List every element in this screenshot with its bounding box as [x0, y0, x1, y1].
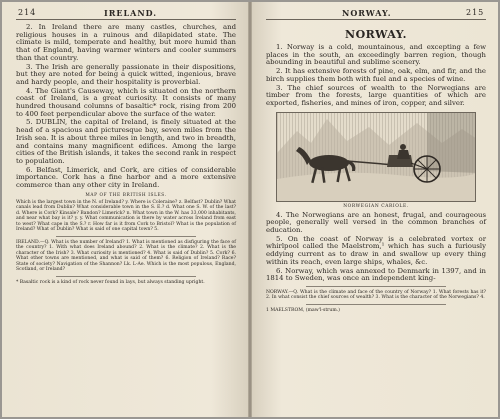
header-rule [266, 19, 486, 20]
page-number: 214 [18, 8, 37, 17]
running-head: IRELAND. [104, 8, 158, 18]
divider [56, 236, 196, 237]
paragraph: 1. Norway is a cold, mountainous, and excepting a few places in the south, an exceedingly barren region, though abounding in beautiful and sublime scenery. [266, 43, 486, 67]
right-page [252, 2, 498, 417]
paragraph: 4. The Norwegians are an honest, frugal, and courageous people, generally well versed in the common branches of education. [266, 210, 486, 235]
running-head: NORWAY. [342, 8, 392, 18]
footnote: 1 MAELSTROM, (maw'l-strum.) [266, 307, 340, 313]
footnote: * Basaltic rock is a kind of rock never found in lays, but always standing upright. [16, 279, 205, 285]
paragraph: 5. On the coast of Norway is a celebrated vortex or whirlpool called the Maelstrom,¹ which has such a furiously eddying current as to draw in and swallow up every thing within its reach, even large ships, whales, &c. [266, 234, 486, 266]
cariole-engraving [276, 112, 476, 202]
map-heading: MAP OF THE BRITISH ISLES. [85, 192, 167, 198]
left-page-body [16, 24, 236, 285]
page-number: 215 [466, 8, 485, 17]
review-questions: NORWAY.—Q. What is the climate and face of the country of Norway? 1. What forests has it? 2. In what consist the chief sources of wealth? 3. What is the character of the Norwegians? 4. [266, 289, 486, 301]
paragraph: 4. The Giant's Causeway, which is situated on the northern coast of Ireland, is a great curiosity. It consists of many hundred thousand columns of basaltic* rock, rising from 200 to 400 feet perpendicular above the surface of the water. [16, 86, 236, 118]
paragraph: 5. DUBLIN, the capital of Ireland, is finely situated at the head of a spacious and picturesque bay, seven miles from the Irish sea. It is about three miles in length, and two in breadth, and contains many magnificent edifices. Among the large cities of the British islands, it takes the second rank in respect to population. [16, 118, 236, 165]
paragraph: 6. Belfast, Limerick, and Cork, are cities of considerable importance. Cork has a fine harbor and a more extensive commerce than any other city in Ireland. [16, 165, 236, 190]
right-page-body [266, 24, 486, 313]
paragraph: 2. It has extensive forests of pine, oak, elm, and fir, and the birch supplies them both with fuel and a species of wine. [266, 67, 486, 83]
cariole-illustration [277, 113, 476, 201]
book-spread [2, 2, 498, 417]
chapter-title: NORWAY. [345, 28, 407, 41]
review-questions: IRELAND.—Q. What is the number of Ireland? 1. What is mentioned as disfiguring the face of the country? 1. With what does Ireland abound? 2. What is the climate? 2. What is the character of the Irish? 3. What curiosity is mentioned? 4. What is said of Dublin? 5. Cork? 6. What other towns are mentioned, and what is said of them? 6. Religion of Ireland? Race? State of society? Navigation of the Shannon? Lk. L-Ae. Which is the most populous, England, Scotland, or Ireland? [16, 239, 236, 273]
map-questions: Which is the largest town in the N. of Ireland? y. Where is Coleraine? z. Belfast? Dublin? What canals lead from Dublin? What considerable town in the S. E.? d. What one S. W. of the last? d. Where is Cork? Kinsale? Bandon? Limerick? n. What town in the W. has 33,000 inhabitants, and near what bay is it? y. y. What communication is there by water across Ireland from east to west? What cape in the S.? r. How far is it from Cork to Bristol? What is the population of Ireland? What of Dublin? What is said of one capital town? 5. [16, 199, 236, 233]
header-rule [16, 19, 236, 20]
divider [306, 304, 446, 305]
paragraph: 3. The Irish are generally passionate in their dispositions, but they are noted for being a quick witted, ingenious, brave and hardy people, and their hospitality is proverbial. [16, 62, 236, 86]
figure-caption: NORWEGIAN CARIOLE. [343, 203, 409, 209]
paragraph: 6. Norway, which was annexed to Denmark in 1397, and in 1814 to Sweden, was once an independent king- [266, 266, 486, 283]
paragraph: 2. In Ireland there are many castles, churches, and religious houses in a ruinous and dilapidated state. The climate is mild, temperate and healthy, but more humid than that of England, having warmer winters and cooler summers than that country. [16, 23, 236, 62]
divider [306, 286, 446, 287]
divider [56, 276, 196, 277]
paragraph: 3. The chief sources of wealth to the Norwegians are timber from the forests, large quantities of which are exported, fisheries, and mines of iron, copper, and silver. [266, 83, 486, 107]
left-page [2, 2, 248, 417]
